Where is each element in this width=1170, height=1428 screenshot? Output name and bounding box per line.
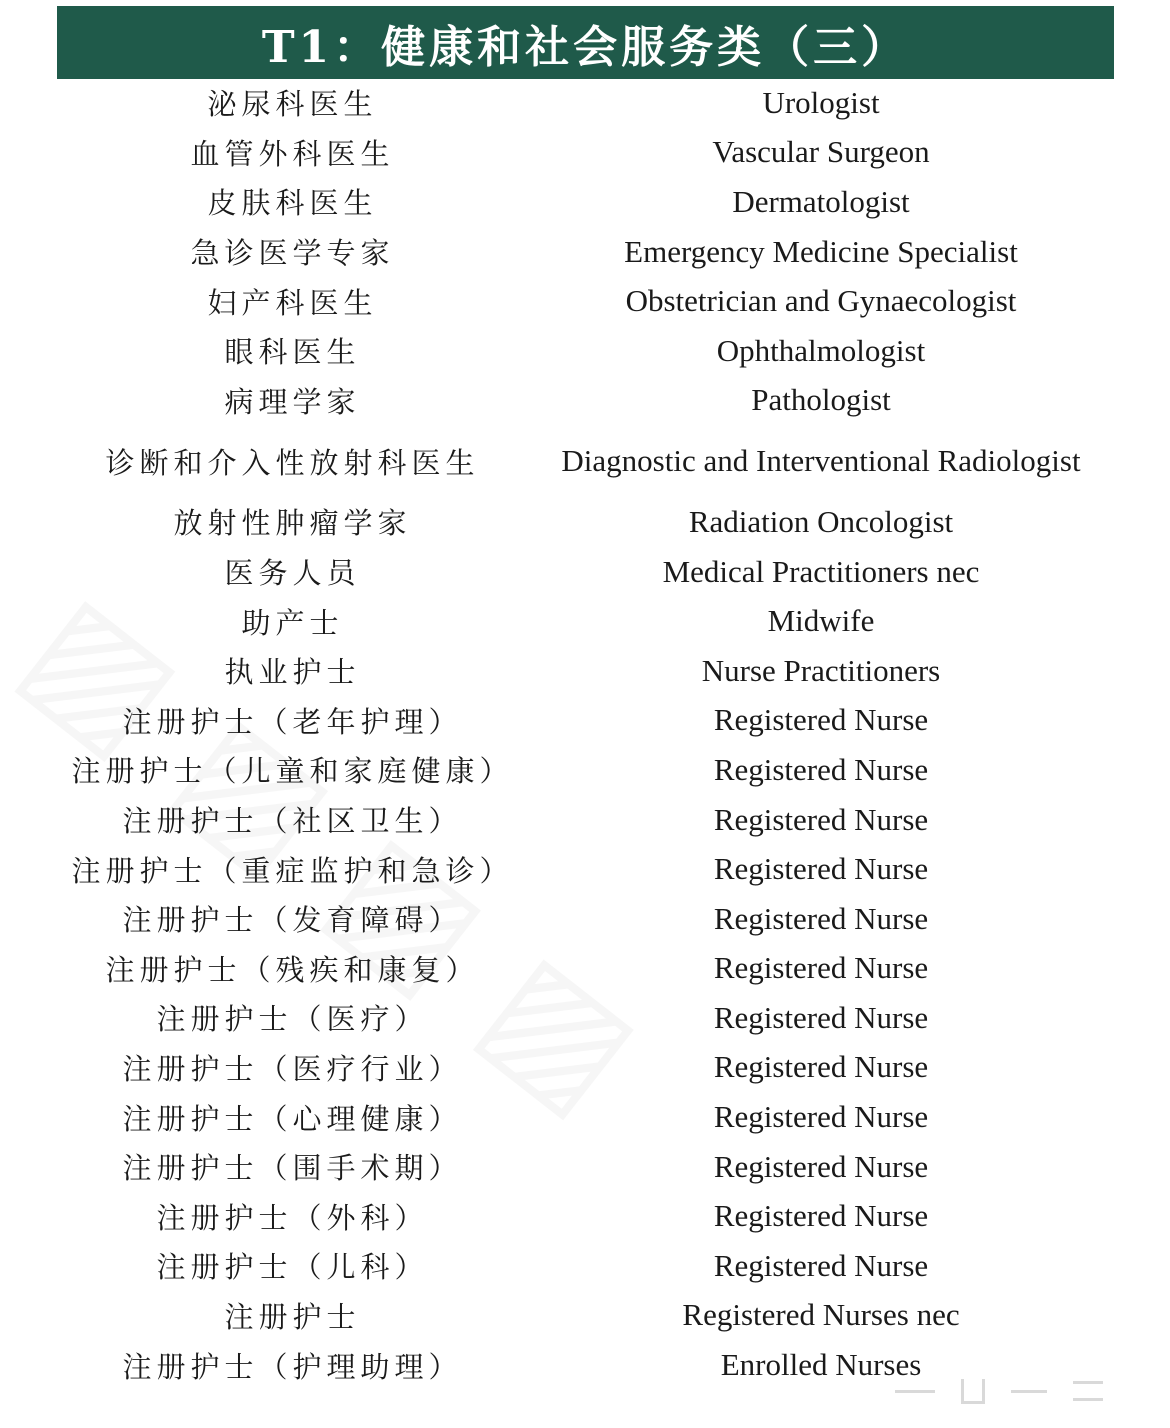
occupation-english: Obstetrician and Gynaecologist <box>625 283 1017 319</box>
table-row <box>0 646 1170 696</box>
table-row <box>0 128 1170 178</box>
table-row <box>0 1241 1170 1291</box>
table-row <box>0 596 1170 646</box>
occupation-table <box>0 78 1170 1390</box>
occupation-english: Registered Nurse <box>713 1099 929 1135</box>
table-row <box>0 425 1170 497</box>
occupation-english: Registered Nurses nec <box>682 1297 960 1333</box>
table-row <box>0 944 1170 994</box>
occupation-english: Nurse Practitioners <box>701 652 941 688</box>
table-row <box>0 1291 1170 1341</box>
occupation-english: Registered Nurse <box>713 1049 929 1085</box>
occupation-chinese: 注册护士（发育障碍） <box>122 903 463 938</box>
table-row <box>0 745 1170 795</box>
occupation-english: Diagnostic and Interventional Radiologist <box>561 443 1081 479</box>
occupation-english: Ophthalmologist <box>716 332 926 368</box>
line-icon <box>895 1390 935 1393</box>
occupation-chinese: 注册护士（残疾和康复） <box>105 952 480 987</box>
table-row <box>0 276 1170 326</box>
title-bar <box>57 6 1114 79</box>
occupation-english: Urologist <box>762 84 880 120</box>
occupation-english: Registered Nurse <box>713 751 929 787</box>
table-row <box>0 993 1170 1043</box>
table-row <box>0 227 1170 277</box>
occupation-chinese: 注册护士（医疗行业） <box>122 1051 463 1086</box>
occupation-chinese: 病理学家 <box>224 384 361 419</box>
occupation-english: Enrolled Nurses <box>720 1347 922 1383</box>
occupation-chinese: 诊断和介入性放射科医生 <box>105 445 480 480</box>
occupation-english: Midwife <box>767 603 875 639</box>
table-row <box>0 1191 1170 1241</box>
occupation-english: Registered Nurse <box>713 851 929 887</box>
occupation-chinese: 血管外科医生 <box>190 136 395 171</box>
occupation-english: Pathologist <box>751 382 891 418</box>
occupation-english: Radiation Oncologist <box>688 503 954 539</box>
occupation-english: Registered Nurse <box>713 1247 929 1283</box>
overlay-toolbar <box>895 1378 1145 1404</box>
occupation-english: Registered Nurse <box>713 1148 929 1184</box>
occupation-english: Registered Nurse <box>713 950 929 986</box>
page-title: T1：健康和社会服务类（三） <box>261 21 910 73</box>
occupation-chinese: 注册护士（社区卫生） <box>122 804 463 839</box>
table-row <box>0 1142 1170 1192</box>
occupation-chinese: 眼科医生 <box>224 335 361 370</box>
occupation-chinese: 放射性肿瘤学家 <box>173 506 412 541</box>
table-row <box>0 376 1170 426</box>
occupation-chinese: 注册护士（护理助理） <box>122 1349 463 1384</box>
bracket-icon <box>961 1379 985 1404</box>
occupation-english: Registered Nurse <box>713 1198 929 1234</box>
occupation-chinese: 执业护士 <box>224 655 361 690</box>
table-row <box>0 326 1170 376</box>
occupation-chinese: 注册护士（重症监护和急诊） <box>71 853 514 888</box>
table-row <box>0 1043 1170 1093</box>
occupation-chinese: 注册护士（外科） <box>156 1200 429 1235</box>
occupation-english: Registered Nurse <box>713 999 929 1035</box>
table-row <box>0 696 1170 746</box>
table-row <box>0 497 1170 547</box>
occupation-chinese: 急诊医学专家 <box>190 236 395 271</box>
occupation-chinese: 妇产科医生 <box>207 285 378 320</box>
occupation-chinese: 注册护士（心理健康） <box>122 1101 463 1136</box>
menu-icon <box>1073 1381 1103 1401</box>
table-row <box>0 78 1170 128</box>
occupation-chinese: 注册护士（围手术期） <box>122 1151 463 1186</box>
occupation-chinese: 泌尿科医生 <box>207 87 378 122</box>
occupation-chinese: 注册护士（儿童和家庭健康） <box>71 754 514 789</box>
table-row <box>0 1092 1170 1142</box>
occupation-chinese: 医务人员 <box>224 556 361 591</box>
occupation-chinese: 注册护士（医疗） <box>156 1002 429 1037</box>
occupation-chinese: 注册护士（老年护理） <box>122 704 463 739</box>
table-row <box>0 844 1170 894</box>
occupation-chinese: 皮肤科医生 <box>207 186 378 221</box>
table-row <box>0 795 1170 845</box>
occupation-english: Registered Nurse <box>713 900 929 936</box>
table-row <box>0 547 1170 597</box>
occupation-english: Emergency Medicine Specialist <box>624 233 1018 269</box>
table-row <box>0 894 1170 944</box>
occupation-english: Dermatologist <box>732 183 910 219</box>
line-icon <box>1011 1390 1047 1393</box>
occupation-chinese: 注册护士（儿科） <box>156 1250 429 1285</box>
occupation-chinese: 注册护士 <box>224 1299 361 1334</box>
table-row <box>0 177 1170 227</box>
occupation-english: Medical Practitioners nec <box>662 553 980 589</box>
occupation-english: Registered Nurse <box>713 702 929 738</box>
occupation-english: Vascular Surgeon <box>712 134 930 170</box>
occupation-english: Registered Nurse <box>713 801 929 837</box>
occupation-chinese: 助产士 <box>241 605 344 640</box>
